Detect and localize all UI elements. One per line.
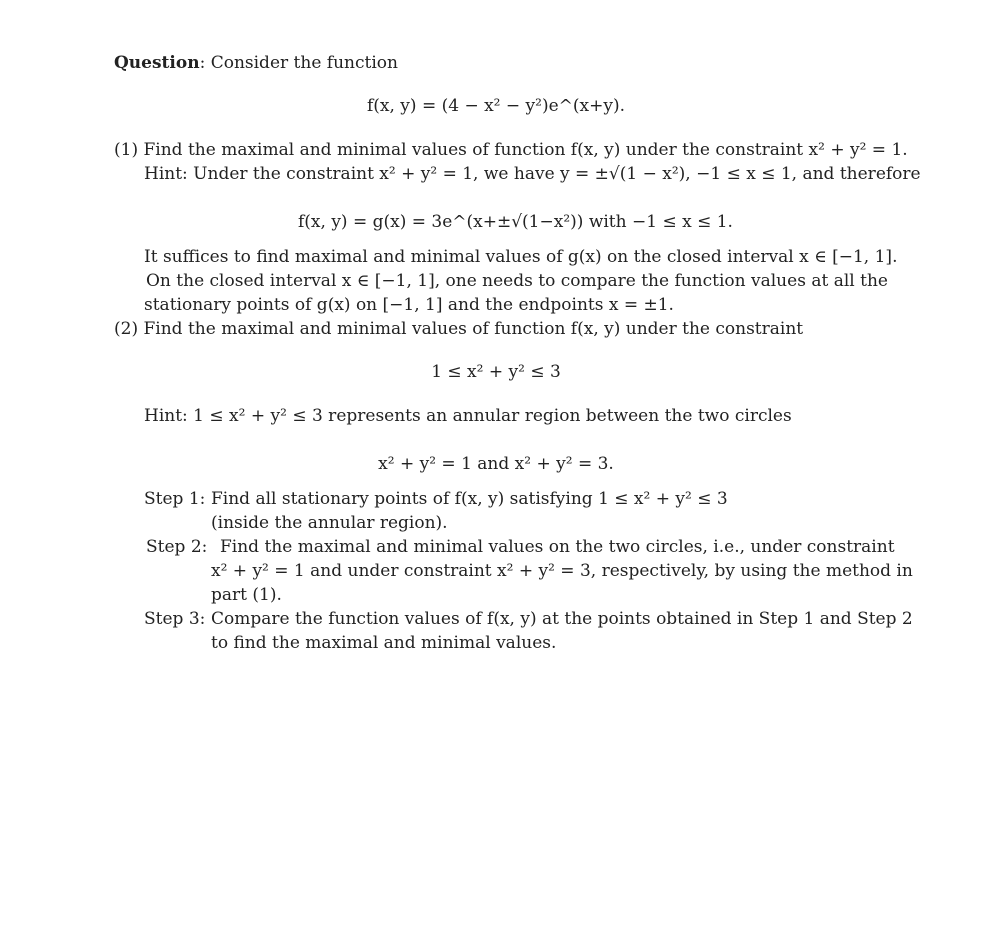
step2-label: Step 2: [146,537,208,557]
question-label: Question [114,53,200,73]
part2-text: Find the maximal and minimal values of function f(x, y) under the constraint [143,319,804,339]
part1-text: Find the maximal and minimal values of function f(x, y) under the constraint x² + y² = 1. [143,140,908,160]
step2-line-a: Find the maximal and minimal values on the two circles, i.e., under constraint [220,537,895,557]
question-formula: f(x, y) = (4 − x² − y²)e^(x+y). [366,96,626,116]
part2-number: (2) [114,319,139,339]
part1-statement [114,139,908,161]
step1-line-a: Find all stationary points of f(x, y) satisfying 1 ≤ x² + y² ≤ 3 [211,489,728,509]
part1-hint: Hint: Under the constraint x² + y² = 1, we have y = ±√(1 − x²), −1 ≤ x ≤ 1, and therefore [144,164,921,184]
step1-line-b: (inside the annular region). [211,513,448,533]
part2-statement [114,318,803,340]
question-intro: : Consider the function [199,53,398,73]
step1-label: Step 1: [144,489,206,509]
step2-line-b: x² + y² = 1 and under constraint x² + y² = 3, respectively, by using the method in [211,561,913,581]
step3-label: Step 3: [144,609,206,629]
part1-line3: stationary points of g(x) on [−1, 1] and the endpoints x = ±1. [144,295,674,315]
part2-hint: Hint: 1 ≤ x² + y² ≤ 3 represents an annular region between the two circles [144,406,792,426]
question-heading [114,52,398,74]
part2-circles: x² + y² = 1 and x² + y² = 3. [378,454,614,474]
part2-constraint: 1 ≤ x² + y² ≤ 3 [431,362,561,382]
step2-line-c: part (1). [211,585,282,605]
part1-line1: It suffices to find maximal and minimal values of g(x) on the closed interval x ∈ [−1, 1]. [144,247,898,267]
step3-line-a: Compare the function values of f(x, y) at the points obtained in Step 1 and Step 2 [211,609,913,629]
part1-formula: f(x, y) = g(x) = 3e^(x+±√(1−x²)) with −1 ≤ x ≤ 1. [298,212,733,232]
step3-line-b: to find the maximal and minimal values. [211,633,557,653]
part1-line2: On the closed interval x ∈ [−1, 1], one needs to compare the function values at all the [146,271,888,291]
part1-number: (1) [114,140,139,160]
